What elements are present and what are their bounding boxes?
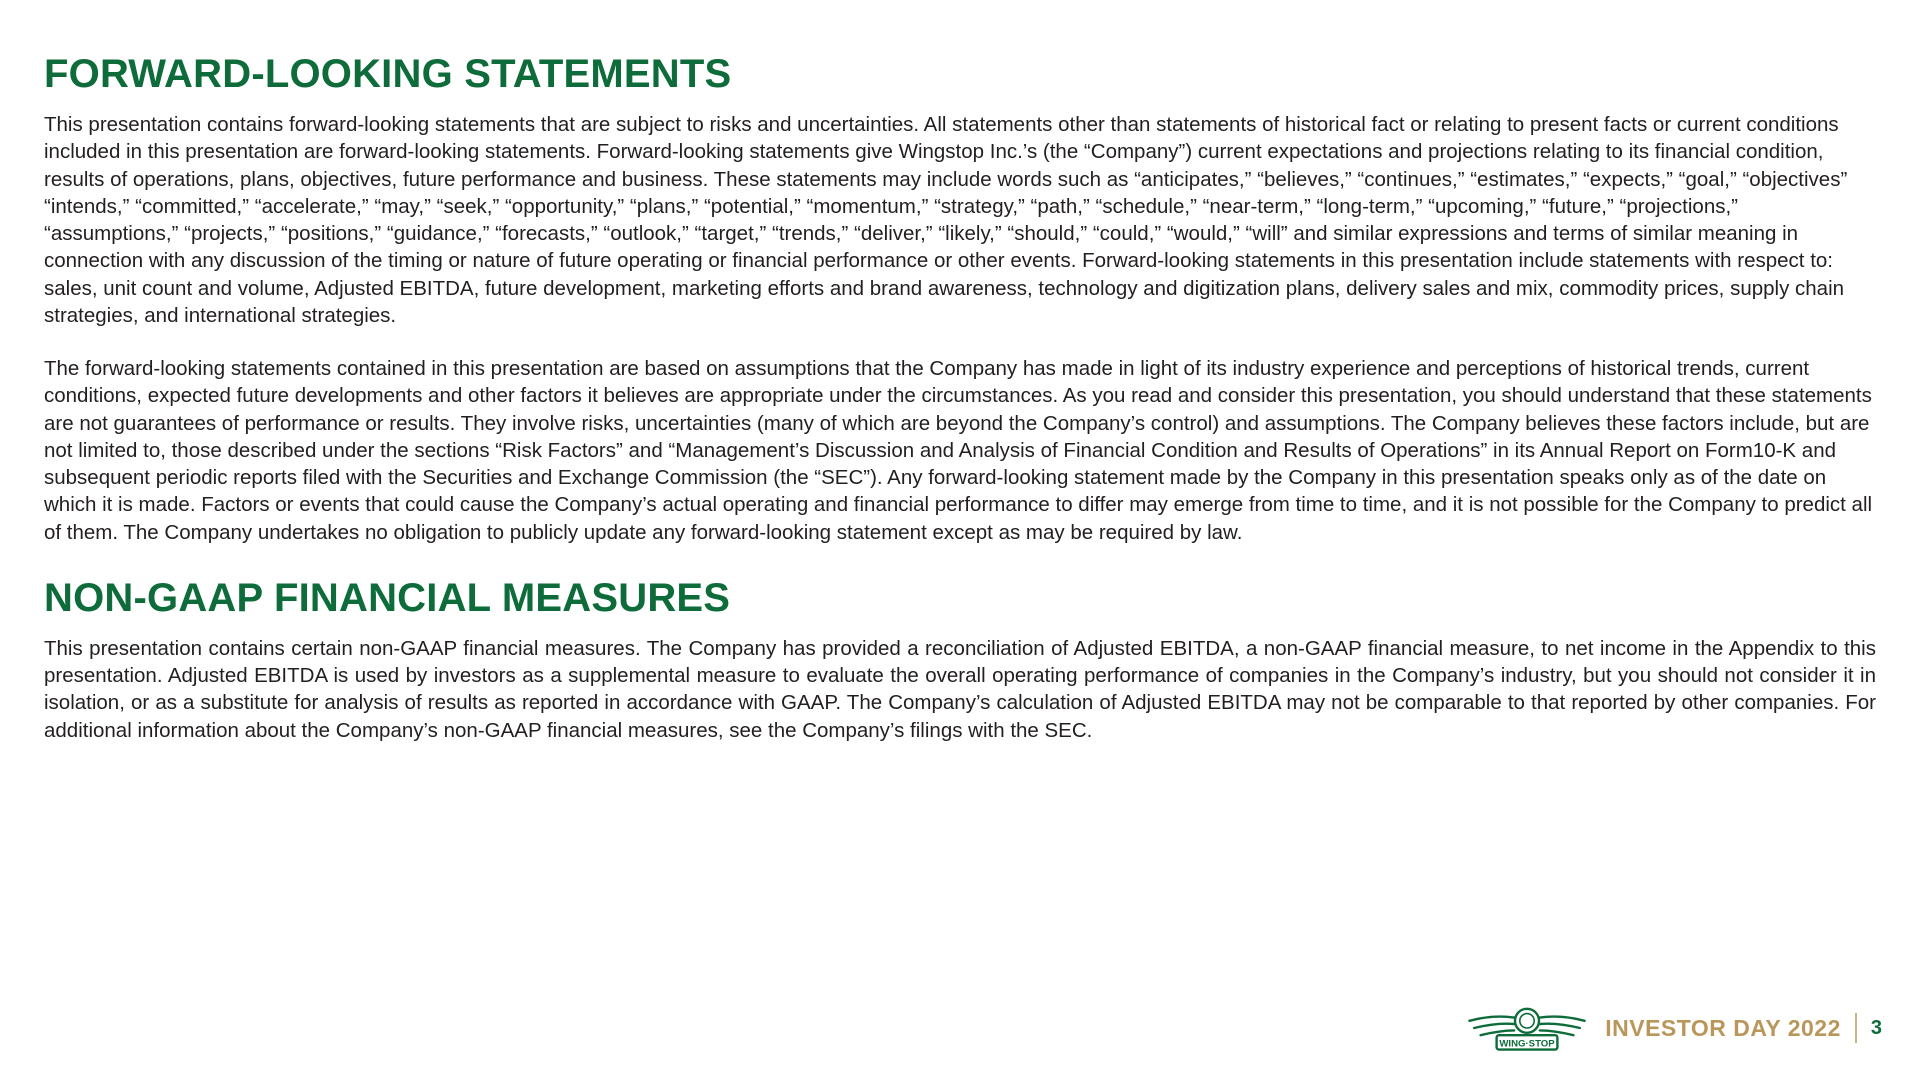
page-number: 3 [1870, 1016, 1882, 1039]
wingstop-logo-icon [1463, 1000, 1591, 1056]
forward-looking-title: FORWARD-LOOKING STATEMENTS [44, 52, 732, 96]
logo-banner-text: WING·STOP [1499, 1038, 1555, 1050]
slide-footer [1463, 1000, 1882, 1056]
forward-looking-paragraph-2: The forward-looking statements contained in this presentation are based on assumptions that the Company has made in light of its industry experience and perceptions of historical trends, current conditions, expected future developments and other factors it believes are appropriate under the circumstances. As you read and consider this presentation, you should understand that these statements are not guarantees of performance or results. They involve risks, uncertainties (many of which are beyond the Company’s control) and assumptions. The Company believes these factors include, but are not limited to, those described under the sections “Risk Factors” and “Management’s Discussion and Analysis of Financial Condition and Results of Operations” in its Annual Report on Form10-K and subsequent periodic reports filed with the Securities and Exchange Commission (the “SEC”). Any forward-looking statement made by the Company in this presentation speaks only as of the date on which it is made. Factors or events that could cause the Company’s actual operating and financial performance to differ may emerge from time to time, and it is not possible for the Company to predict all of them. The Company undertakes no obligation to publicly update any forward-looking statement except as may be required by law. [44, 357, 1873, 544]
non-gaap-section [44, 576, 1876, 744]
footer-divider [1855, 1013, 1857, 1043]
non-gaap-title: NON-GAAP FINANCIAL MEASURES [44, 575, 731, 620]
forward-looking-section [44, 52, 1876, 546]
event-label: INVESTOR DAY 2022 [1605, 1014, 1841, 1041]
forward-looking-paragraph-1: This presentation contains forward-looking statements that are subject to risks and uncertainties. All statements other than statements of historical fact or relating to present facts or current conditions included in this presentation are forward-looking statements. Forward-looking statements give Wingstop Inc.’s (the “Company”) current expectations and projections relating to its financial condition, results of operations, plans, objectives, future performance and business. These statements may include words such as “anticipates,” “believes,” “continues,” “estimates,” “expects,” “goal,” “objectives” “intends,” “committed,” “accelerate,” “may,” “seek,” “opportunity,” “plans,” “potential,” “momentum,” “strategy,” “path,” “schedule,” “near-term,” “long-term,” “upcoming,” “future,” “projections,” “assumptions,” “projects,” “positions,” “guidance,” “forecasts,” “outlook,” “target,” “trends,” “deliver,” “likely,” “should,” “could,” “would,” “will” and similar expressions and terms of similar meaning in connection with any discussion of the timing or nature of future operating or financial performance or other events. Forward-looking statements in this presentation include statements with respect to: sales, unit count and volume, Adjusted EBITDA, future development, marketing efforts and brand awareness, technology and digitization plans, delivery sales and mix, commodity prices, supply chain strategies, and international strategies. [44, 113, 1848, 327]
non-gaap-paragraph-1: This presentation contains certain non-GAAP financial measures. The Company has provided a reconciliation of Adjusted EBITDA, a non-GAAP financial measure, to net income in the Appendix to this presentation. Adjusted EBITDA is used by investors as a supplemental measure to evaluate the overall operating performance of companies in the Company’s industry, but you should not consider it in isolation, or as a substitute for analysis of results as reported in accordance with GAAP. The Company’s calculation of Adjusted EBITDA may not be comparable to that reported by other companies. For additional information about the Company’s non-GAAP financial measures, see the Company’s filings with the SEC. [44, 636, 1876, 742]
